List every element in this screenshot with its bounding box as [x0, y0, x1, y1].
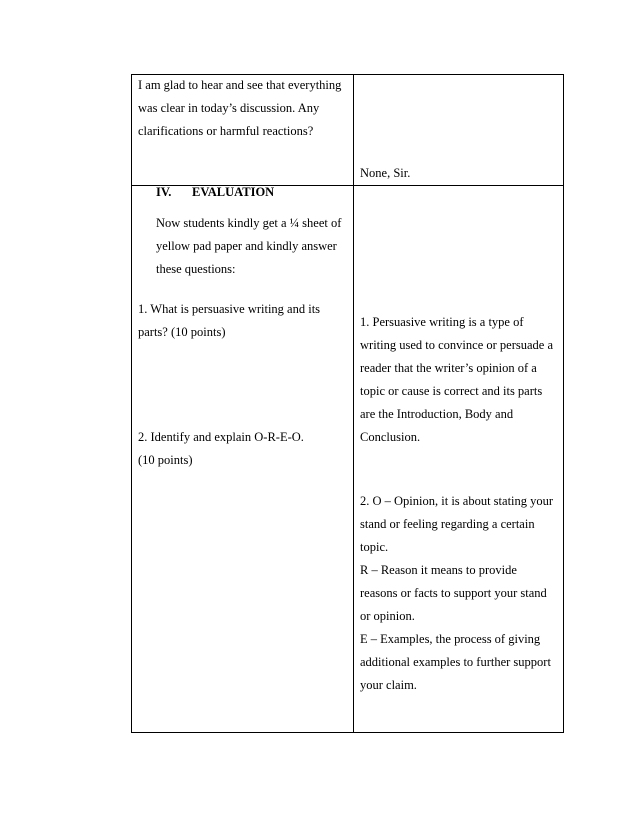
text-line: Now students kindly get a ¼ sheet of — [156, 216, 342, 230]
text-line: writing used to convince or persuade a — [360, 338, 553, 352]
text-line: these questions: — [156, 262, 236, 276]
text-line: topic. — [360, 540, 389, 554]
text-line: yellow pad paper and kindly answer — [156, 239, 337, 253]
text-line: reader that the writer’s opinion of a — [360, 361, 537, 375]
text-line: 1. What is persuasive writing and its — [138, 302, 321, 316]
lesson-table — [131, 74, 564, 733]
text-line: 1. Persuasive writing is a type of — [360, 315, 524, 329]
text-line: R – Reason it means to provide — [360, 563, 517, 577]
evaluation-instructions — [156, 213, 341, 282]
text-line: your claim. — [360, 678, 417, 692]
answer-1 — [360, 312, 553, 450]
column-divider — [353, 75, 354, 732]
text-line: I am glad to hear and see that everything — [138, 78, 342, 92]
text-line: clarifications or harmful reactions? — [138, 124, 314, 138]
text-line: parts? (10 points) — [138, 325, 226, 339]
text-line: or opinion. — [360, 609, 415, 623]
answer-2 — [360, 491, 553, 698]
text-line: was clear in today’s discussion. Any — [138, 101, 320, 115]
text-line: additional examples to further support — [360, 655, 551, 669]
text-line: 2. O – Opinion, it is about stating your — [360, 494, 554, 508]
student-response-none: None, Sir. — [360, 166, 411, 180]
text-line: are the Introduction, Body and — [360, 407, 514, 421]
text-line: 2. Identify and explain O-R-E-O. — [138, 430, 304, 444]
text-line: stand or feeling regarding a certain — [360, 517, 535, 531]
text-line: topic or cause is correct and its parts — [360, 384, 543, 398]
section-heading — [156, 182, 274, 203]
text-line: reasons or facts to support your stand — [360, 586, 547, 600]
text-line: Conclusion. — [360, 430, 421, 444]
question-1 — [138, 299, 320, 345]
text-line: (10 points) — [138, 453, 193, 467]
text-line: E – Examples, the process of giving — [360, 632, 541, 646]
question-2 — [138, 427, 304, 473]
teacher-closing-text — [138, 75, 341, 144]
section-number: IV. — [156, 185, 172, 199]
section-title: EVALUATION — [192, 185, 275, 199]
